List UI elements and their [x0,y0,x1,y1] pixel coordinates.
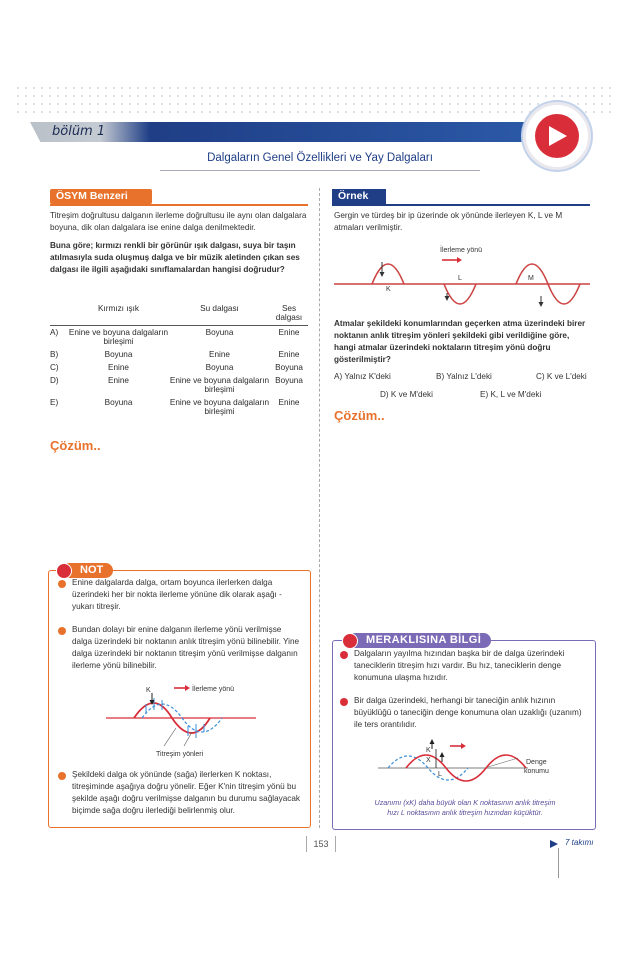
brand-arrow-icon [550,840,558,848]
table-cell: Boyuna [104,350,133,359]
note-item-3: Şekildeki dalga ok yönünde (sağa) ilerlerken K noktası, titreşiminde aşağıya doğru yönelir. Eğer K'nin titreşim yönü bu şekilde aşağı doğru verilmişse dalganın bu durumu sağlayacak biçimde sağa doğru ilerlediği belirlenmiş olur. [72,770,301,815]
chapter-banner [30,122,550,142]
col-header: Kırmızı ışık [68,302,169,326]
option-label: B) [50,350,59,359]
option-row-c[interactable] [50,361,308,374]
merak-icon [342,633,358,649]
osym-tag: ÖSYM Benzeri [50,189,152,204]
ornek-tag: Örnek [332,189,386,204]
pulse-l [444,284,476,304]
k-label: K [426,747,431,754]
direction-label: İlerleme yönü [192,686,235,693]
osym-intro: Titreşim doğrultusu dalganın ilerleme doğrultusu ile aynı olan dalgalara boyuna, dik olan dalgalara ise enine dalga denilmektedir. [50,211,307,232]
option-label: E) [50,398,59,407]
merak-wave-figure [378,738,578,794]
table-cell: Boyuna [275,363,303,372]
k-label: K [386,286,391,293]
table-cell: Enine [108,376,129,385]
note-item-1: Enine dalgalarda dalga, ortam boyunca ilerlerken dalga üzerindeki her bir nokta ilerleme yönüne dik olarak aşağı - yukarı titreşir. [72,578,282,611]
choice-d[interactable]: D) K ve M'deki [380,390,433,399]
l-label: L [458,275,462,282]
option-row-d[interactable] [50,374,308,396]
table-cell: Enine [278,350,300,359]
table-cell: Boyuna [205,328,234,337]
merak-item-1: Dalgaların yayılma hızından başka bir de dalga üzerindeki taneciklerin titreşim hızı vardır. Bu hız, taneciklerin denge konumuna ulaşma hızıdır. [354,649,565,682]
ornek-question: Atmalar şekildeki konumlarından geçerken atma üzerindeki birer noktanın anlık titreşim yönleri şekildeki gibi verildiğine göre, hangi atmalar üzerindeki noktaların titreşim yönü doğru gösterilmiştir? [334,319,586,364]
table-cell: Boyuna [104,398,133,407]
note-icon [56,563,72,579]
bullet-icon [58,772,66,780]
option-label: C) [50,363,59,372]
table-cell: Boyuna [275,376,303,385]
bullet-icon [58,580,66,588]
osym-solution-heading: Çözüm.. [50,438,101,453]
choice-c[interactable]: C) K ve L'deki [536,372,587,381]
osym-underline [50,204,308,206]
merak-tag: MERAKLISINA BİLGİ [348,633,491,648]
page-number: 153 [306,836,336,852]
ornek-underline [332,204,590,206]
pulse-k [372,264,404,284]
osym-options-table [50,302,308,418]
footer-rule [558,848,559,878]
table-header-row [50,302,308,326]
pulses-figure [334,240,590,312]
option-row-b[interactable] [50,348,308,361]
m-label: M [528,275,534,282]
note-wave-figure [106,680,266,760]
bullet-icon [58,627,66,635]
option-label: D) [50,376,59,385]
table-cell: Enine [108,363,129,372]
title-underline [160,170,480,171]
note-tag: NOT [62,563,113,578]
ornek-solution-heading: Çözüm.. [334,408,385,423]
table-cell: Enine [209,350,230,359]
table-cell: Enine ve boyuna dalgaların birleşimi [169,398,270,416]
equilibrium-label-2: konumu [524,768,549,775]
table-cell: Enine [278,398,300,407]
choice-a[interactable]: A) Yalnız K'deki [334,372,391,381]
bullet-icon [340,651,348,659]
merak-item-2: Bir dalga üzerindeki, herhangi bir taneciğin anlık hızının büyüklüğü o taneciğin denge konumuna olan uzaklığı (uzanım) ile ters orantılıdır. [354,696,582,729]
header-dot-pattern [14,84,614,114]
merak-caption-1: Uzanımı (xK) daha büyük olan K noktasının anlık titreşim [374,798,556,807]
vibration-label: Titreşim yönleri [156,751,204,758]
option-label: A) [50,328,59,337]
equilibrium-label-1: Denge [526,759,547,766]
col-header: Su dalgası [169,302,270,326]
page-title: Dalgaların Genel Özellikleri ve Yay Dalgaları [207,152,433,164]
column-divider [319,188,320,828]
col-header: Ses dalgası [270,302,308,326]
choice-e[interactable]: E) K, L ve M'deki [480,390,542,399]
note-item-2: Bundan dolayı bir enine dalganın ilerleme yönü verilmişse dalga üzerindeki bir noktanın anlık titreşim yönü bilinebilir. Yine dalga üzerindeki bir noktanın titreşim yönü verilmişse dalganın ilerleme yönü bilinebilir. [72,625,300,670]
k-label: K [146,687,151,694]
merak-caption-2: hızı L noktasının anlık titreşim hızından küçüktür. [387,808,543,817]
table-cell: Enine ve boyuna dalgaların birleşimi [68,328,169,346]
table-cell: Enine [278,328,300,337]
ornek-intro: Gergin ve türdeş bir ip üzerinde ok yönünde ilerleyen K, L ve M atmaları verilmiştir. [334,211,563,232]
table-cell: Boyuna [205,363,234,372]
l-label: L [438,771,442,778]
brand-name: 7 takımı [565,838,594,847]
direction-label: İlerleme yönü [440,247,483,254]
osym-question: Buna göre; kırmızı renkli bir görünür ışık dalgası, suya bir taşın atılmasıyla suda oluşmuş dalga ve bir müzik aletinden çıkan ses dalgası ile ilgili aşağıdaki sınıflamalardan hangisi doğrudur? [50,241,300,274]
bullet-icon [340,698,348,706]
x-label: X [426,757,431,764]
chapter-label: bölüm 1 [52,124,106,139]
option-row-a[interactable] [50,326,308,349]
choice-b[interactable]: B) Yalnız L'deki [436,372,492,381]
option-row-e[interactable] [50,396,308,418]
table-cell: Enine ve boyuna dalgaların birleşimi [169,376,270,394]
